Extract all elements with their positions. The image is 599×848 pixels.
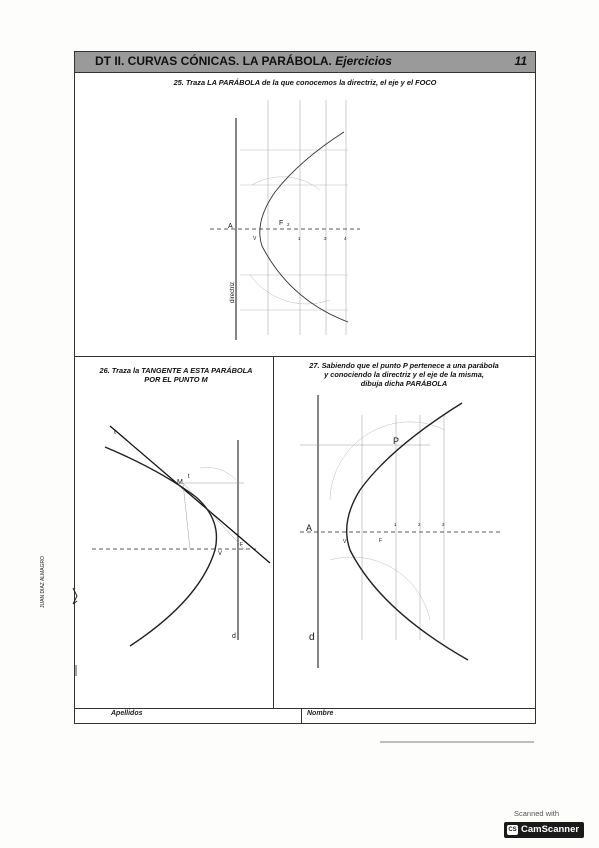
ex25-label-2: 2 xyxy=(287,222,290,227)
ex25-compass-arc xyxy=(250,275,330,304)
ex26-compass-arc xyxy=(200,467,236,480)
exercise-26-drawing xyxy=(92,426,270,646)
camscanner-brand: CamScanner xyxy=(521,824,580,835)
title-italic: Ejercicios xyxy=(335,54,392,68)
apellidos-label: Apellidos xyxy=(111,710,143,717)
ex27-label-v: V xyxy=(343,539,347,545)
ex26-label-d: d xyxy=(232,633,236,640)
ex25-label-n3: 3 xyxy=(324,236,327,241)
ex27-label-d: d xyxy=(309,632,315,643)
ex25-label-directriz: directriz xyxy=(230,281,236,303)
exercise-27-title-line3: dibuja dicha PARÁBOLA xyxy=(360,379,448,388)
ex27-label-a: A xyxy=(306,523,313,533)
ex26-label-m: M xyxy=(177,479,183,486)
ex26-parabola-curve xyxy=(105,447,216,646)
exercise-26-title-line2: POR EL PUNTO M xyxy=(144,375,208,384)
ex25-label-a: A xyxy=(228,223,233,230)
title-main: DT II. CURVAS CÓNICAS. LA PARÁBOLA. xyxy=(95,54,332,68)
ex27-compass-arc xyxy=(330,422,445,500)
ex25-label-n4: 4 xyxy=(344,236,347,241)
ex26-label-t-top: t xyxy=(114,429,116,436)
ex26-construction-line xyxy=(183,483,245,550)
exercise-27-title-line1: 27. Sabiendo que el punto P pertenece a una parábola xyxy=(309,361,499,370)
ex27-label-p: P xyxy=(393,436,400,446)
camscanner-logo-icon: CS xyxy=(508,827,517,833)
ex27-compass-arc xyxy=(330,557,430,620)
ex27-label-f: F xyxy=(379,538,383,544)
ex27-label-n2: 2 xyxy=(418,522,421,527)
side-author-credit: JUAN DIAZ ALMAGRO xyxy=(40,556,46,608)
exercise-26-title-line1: 26. Traza la TANGENTE A ESTA PARÁBOLA xyxy=(99,366,253,375)
exercise-27-drawing xyxy=(300,395,500,668)
ex25-parabola-curve xyxy=(260,132,348,322)
scanned-with-text: Scanned with xyxy=(514,809,560,818)
author-logo-icon xyxy=(73,588,77,604)
ex26-label-f: F xyxy=(240,542,244,548)
ex25-label-v: V xyxy=(253,236,257,242)
ex27-label-n3: 3 xyxy=(442,522,445,527)
ex25-label-f: F xyxy=(279,220,284,227)
ex27-label-n1: 1 xyxy=(394,522,397,527)
nombre-label: Nombre xyxy=(307,710,334,717)
exercise-25-title: 25. Traza LA PARÁBOLA de la que conocemos la directriz, el eje y el FOCO xyxy=(173,78,437,87)
exercise-27-title-line2: y conociendo la directriz y el eje de la misma, xyxy=(324,370,484,379)
ex26-tangent-line xyxy=(110,426,270,563)
ex25-label-n1: 1 xyxy=(298,236,301,241)
page-number: 11 xyxy=(514,54,527,68)
ex26-label-v: V xyxy=(218,551,223,557)
ex27-parabola-curve xyxy=(347,403,468,660)
exercise-25-drawing xyxy=(210,100,360,340)
ex26-label-t: t xyxy=(188,474,190,480)
